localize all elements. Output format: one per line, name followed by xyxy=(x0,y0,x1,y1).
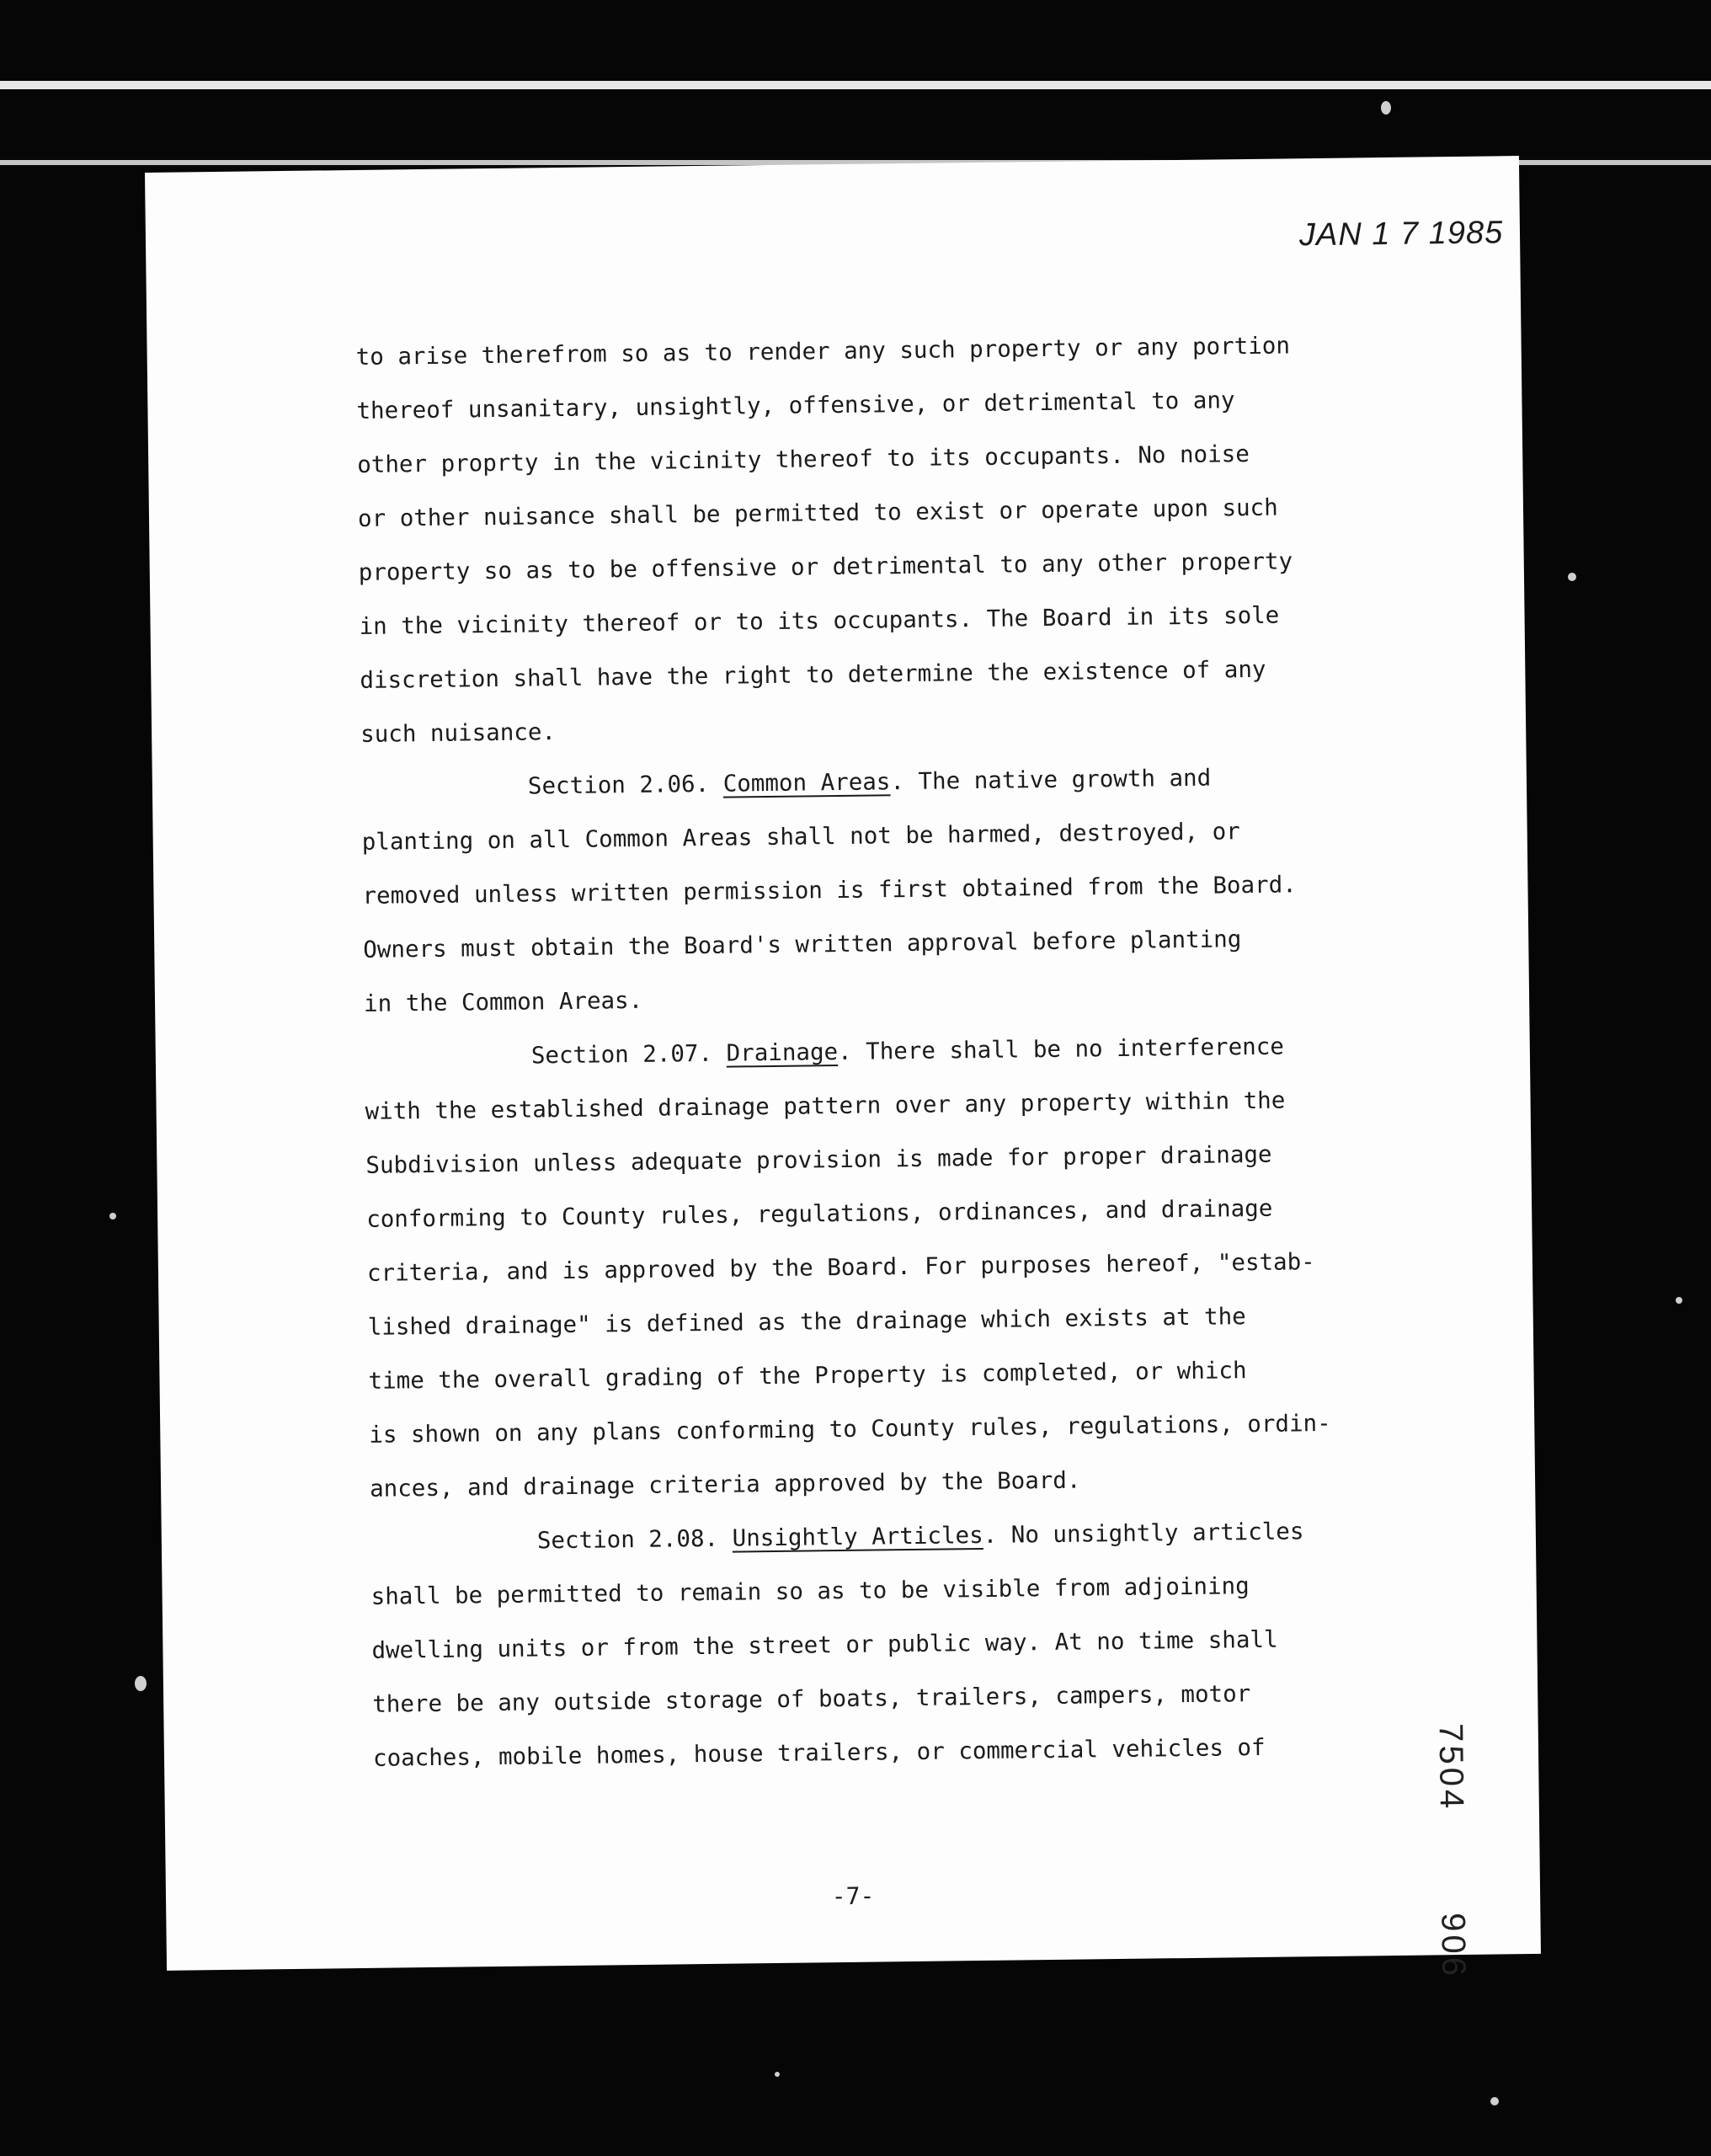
section-2-06-heading-line: Section 2.06. Common Areas. The native growth and xyxy=(527,764,1212,800)
dust-speck xyxy=(1676,1297,1682,1304)
dust-speck xyxy=(1490,2097,1499,2105)
section-first-text: No unsightly articles xyxy=(1010,1518,1304,1549)
text-line: planting on all Common Areas shall not be harmed, destroyed, or xyxy=(361,818,1240,856)
top-edge-line xyxy=(0,81,1711,89)
section-title: Unsightly Articles xyxy=(732,1521,983,1552)
text-line: coaches, mobile homes, house trailers, or commercial vehicles of xyxy=(372,1733,1266,1772)
text-line: to arise therefrom so as to render any such property or any portion xyxy=(355,332,1291,371)
text-line: or other nuisance shall be permitted to exist or operate upon such xyxy=(357,494,1278,532)
text-line: in the Common Areas. xyxy=(363,986,643,1017)
section-label: Section 2.06. xyxy=(527,770,710,800)
text-line: ances, and drainage criteria approved by the Board. xyxy=(369,1466,1081,1502)
section-label: Section 2.07. xyxy=(530,1039,713,1070)
dust-speck xyxy=(775,2072,780,2077)
dust-speck xyxy=(135,1676,147,1691)
text-line: criteria, and is approved by the Board. For purposes hereof, "estab- xyxy=(366,1248,1315,1287)
text-line: discretion shall have the right to determine the existence of any xyxy=(360,655,1266,694)
text-line: thereof unsanitary, unsightly, offensive, or detrimental to any xyxy=(356,387,1235,424)
text-line: property so as to be offensive or detrimental to any other property xyxy=(358,547,1293,586)
text-line: removed unless written permission is first obtained from the Board. xyxy=(362,871,1297,910)
document-page xyxy=(145,156,1541,1980)
text-line: Owners must obtain the Board's written approval before planting xyxy=(363,926,1242,963)
text-line: lished drainage" is defined as the drainage which exists at the xyxy=(367,1303,1246,1341)
recording-page-number: 906 xyxy=(1434,1912,1473,1980)
date-stamp: JAN 1 7 1985 xyxy=(1298,215,1504,253)
recording-book-number: 7504 xyxy=(1431,1722,1470,1812)
text-line: there be any outside storage of boats, trailers, campers, motor xyxy=(372,1680,1251,1718)
section-title: Drainage xyxy=(726,1038,839,1067)
text-line: Subdivision unless adequate provision is made for proper drainage xyxy=(365,1140,1272,1179)
section-first-text: There shall be no interference xyxy=(865,1033,1285,1065)
text-line: time the overall grading of the Property is completed, or which xyxy=(368,1357,1247,1395)
text-line: with the established drainage pattern over any property within the xyxy=(365,1086,1286,1125)
text-line: conforming to County rules, regulations, ordinances, and drainage xyxy=(366,1194,1273,1233)
text-line: other proprty in the vicinity thereof to its occupants. No noise xyxy=(357,440,1250,478)
text-line: shall be permitted to remain so as to be visible from adjoining xyxy=(370,1572,1250,1610)
section-title: Common Areas xyxy=(722,768,891,798)
section-2-07-heading-line: Section 2.07. Drainage. There shall be no interference xyxy=(530,1033,1285,1070)
dust-speck xyxy=(1568,573,1576,581)
section-2-08-heading-line: Section 2.08. Unsightly Articles. No unsightly articles xyxy=(536,1518,1304,1555)
section-first-text: The native growth and xyxy=(918,764,1212,795)
text-line: such nuisance. xyxy=(360,718,557,748)
document-body xyxy=(355,318,1400,1785)
section-label: Section 2.08. xyxy=(536,1524,719,1555)
dust-speck xyxy=(109,1213,116,1219)
text-line: in the vicinity thereof or to its occupants. The Board in its sole xyxy=(359,601,1280,640)
text-line: dwelling units or from the street or public way. At no time shall xyxy=(371,1625,1278,1664)
text-line: is shown on any plans conforming to County rules, regulations, ordin- xyxy=(369,1409,1331,1449)
page-number: -7- xyxy=(831,1881,875,1911)
dust-speck xyxy=(1381,101,1391,115)
